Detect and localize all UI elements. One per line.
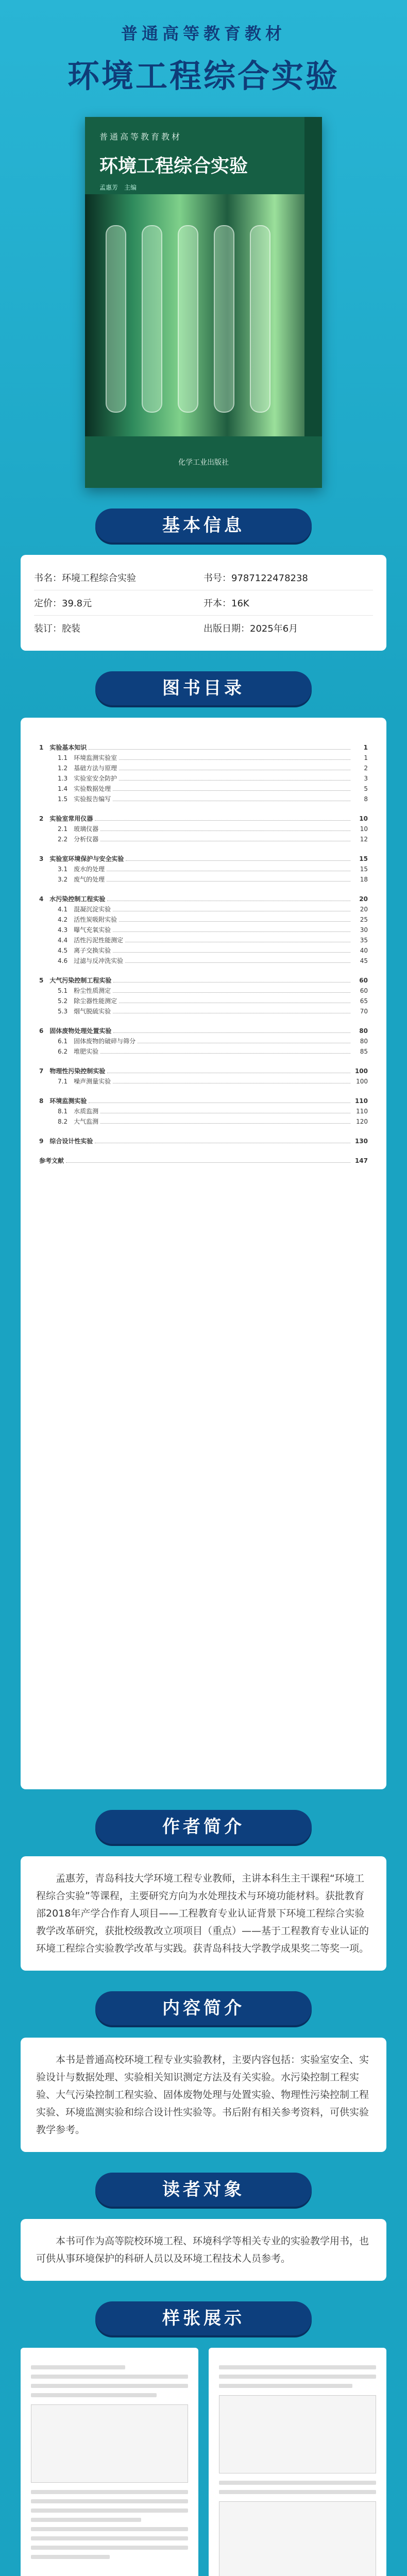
- toc-entry: 4.6 过滤与反冲洗实验 45: [39, 956, 368, 966]
- toc-entry: 1.4 实验数据处理 5: [39, 784, 368, 794]
- header: [0, 0, 407, 96]
- info-cell: 开本：16K: [204, 598, 249, 609]
- sample-figure: [31, 2404, 188, 2483]
- toc-entry: 3 实验室环境保护与安全实验 15: [39, 854, 368, 864]
- info-cell: 出版日期：2025年6月: [204, 623, 298, 634]
- toc-entry: 7.1 噪声测量实验 100: [39, 1076, 368, 1087]
- toc-entry: 2 实验室常用仪器 10: [39, 814, 368, 824]
- toc-entry: 5.2 除尘器性能测定 65: [39, 996, 368, 1006]
- sample-page-left[interactable]: [21, 2348, 198, 2576]
- toc-entry: 8 环境监测实验 110: [39, 1096, 368, 1106]
- info-row: [34, 565, 373, 590]
- toc-entry: 8.1 水质监测 110: [39, 1106, 368, 1116]
- toc-entry: 1.3 实验室安全防护 3: [39, 773, 368, 784]
- series-name: 普通高等教育教材: [121, 24, 286, 43]
- toc-entry: 2.2 分析仪器 12: [39, 834, 368, 844]
- section-summary: 内容简介: [95, 1991, 312, 2025]
- basic-info-card: [21, 555, 386, 651]
- toc-entry: 3.1 废水的处理 15: [39, 864, 368, 874]
- section-samples: 样张展示: [95, 2301, 312, 2335]
- toc-entry: 5.1 粉尘性质测定 60: [39, 986, 368, 996]
- test-tube-icon: [106, 225, 126, 413]
- toc-entry: 5 大气污染控制工程实验 60: [39, 975, 368, 986]
- book-cover[interactable]: [85, 117, 322, 488]
- toc-entry: 6.2 堆肥实验 85: [39, 1046, 368, 1057]
- toc-entry: 1.2 基础方法与原理 2: [39, 763, 368, 773]
- cover-wrap: [0, 117, 407, 488]
- toc-entry: 4.1 混凝沉淀实验 20: [39, 904, 368, 914]
- toc-entry: 2.1 玻璃仪器 10: [39, 824, 368, 834]
- info-row: [34, 616, 373, 640]
- test-tube-icon: [250, 225, 270, 413]
- sample-page-right[interactable]: [209, 2348, 386, 2576]
- toc-entry: 7 物理性污染控制实验 100: [39, 1066, 368, 1076]
- toc-entry: 4.5 离子交换实验 40: [39, 945, 368, 956]
- cover-authors: 孟惠芳 主编: [99, 184, 137, 191]
- audience-text: 本书可作为高等院校环境工程、环境科学等相关专业的实验教学用书，也可供从事环境保护的科研人员以及环境工程技术人员参考。: [21, 2219, 386, 2281]
- info-row: [34, 590, 373, 616]
- section-audience: 读者对象: [95, 2173, 312, 2207]
- toc-entry: 6.1 固体废物的破碎与筛分 80: [39, 1036, 368, 1046]
- toc-entry: 4 水污染控制工程实验 20: [39, 894, 368, 904]
- test-tube-icon: [178, 225, 198, 413]
- toc-entry: 1.1 环境监测实验室 1: [39, 753, 368, 763]
- info-cell: 装订：胶装: [34, 623, 80, 634]
- cover-series: 普通高等教育教材: [99, 132, 182, 142]
- book-title: 环境工程综合实验: [67, 57, 340, 95]
- toc-entry: 3.2 废气的处理 18: [39, 874, 368, 885]
- test-tube-icon: [142, 225, 162, 413]
- section-author: 作者简介: [95, 1810, 312, 1844]
- toc-entry: 5.3 烟气脱硫实验 70: [39, 1006, 368, 1016]
- test-tube-icon: [214, 225, 234, 413]
- toc-entry: 4.2 活性炭吸附实验 25: [39, 914, 368, 925]
- toc-entry: 1 实验基本知识 1: [39, 742, 368, 753]
- cover-publisher: 化学工业出版社: [85, 436, 322, 488]
- toc-entry: 参考文献 147: [39, 1156, 368, 1166]
- toc-entry: 9 综合设计性实验 130: [39, 1136, 368, 1146]
- cover-top: [85, 117, 322, 194]
- toc-entry: 6 固体废物处理处置实验 80: [39, 1026, 368, 1036]
- cover-title: 环境工程综合实验: [99, 156, 248, 177]
- sample-figure: [219, 2395, 376, 2473]
- author-text: 孟惠芳，青岛科技大学环境工程专业教师，主讲本科生主干课程“环境工程综合实验”等课程，主要研究方向为水处理技术与环境功能材料。获批教育部2018年产学合作育人项目——工程教育专业认证背景下环境工程综合实验教学改革研究，获批校级教改立项项目（重点）——基于工程教育专业认证的环境工程综合实验教学改革与实践。获青岛科技大学教学成果奖二等奖一项。: [21, 1856, 386, 1971]
- toc-entry: 4.3 曝气充氧实验 30: [39, 925, 368, 935]
- sample-figure: [219, 2501, 376, 2576]
- section-basic-info: 基本信息: [95, 509, 312, 543]
- toc-entry: 8.2 大气监测 120: [39, 1116, 368, 1127]
- toc-card: [21, 718, 386, 1789]
- summary-text: 本书是普通高校环境工程专业实验教材，主要内容包括：实验室安全、实验设计与数据处理、实验相关知识测定方法及有关实验。水污染控制工程实验、大气污染控制工程实验、固体废物处理与处置实验、物理性污染控制工程实验、环境监测实验和综合设计性实验等。书后附有相关参考资料，可供实验教学参考。: [21, 2038, 386, 2152]
- cover-spine: [304, 117, 322, 488]
- sample-pages: [21, 2348, 386, 2576]
- info-cell: 定价：39.8元: [34, 598, 92, 609]
- toc-entry: 1.5 实验报告编写 8: [39, 794, 368, 804]
- info-cell: 书名：环境工程综合实验: [34, 573, 136, 584]
- section-toc: 图书目录: [95, 671, 312, 705]
- info-cell: 书号：9787122478238: [204, 573, 308, 584]
- cover-image: [85, 194, 322, 436]
- toc-entry: 4.4 活性污泥性能测定 35: [39, 935, 368, 945]
